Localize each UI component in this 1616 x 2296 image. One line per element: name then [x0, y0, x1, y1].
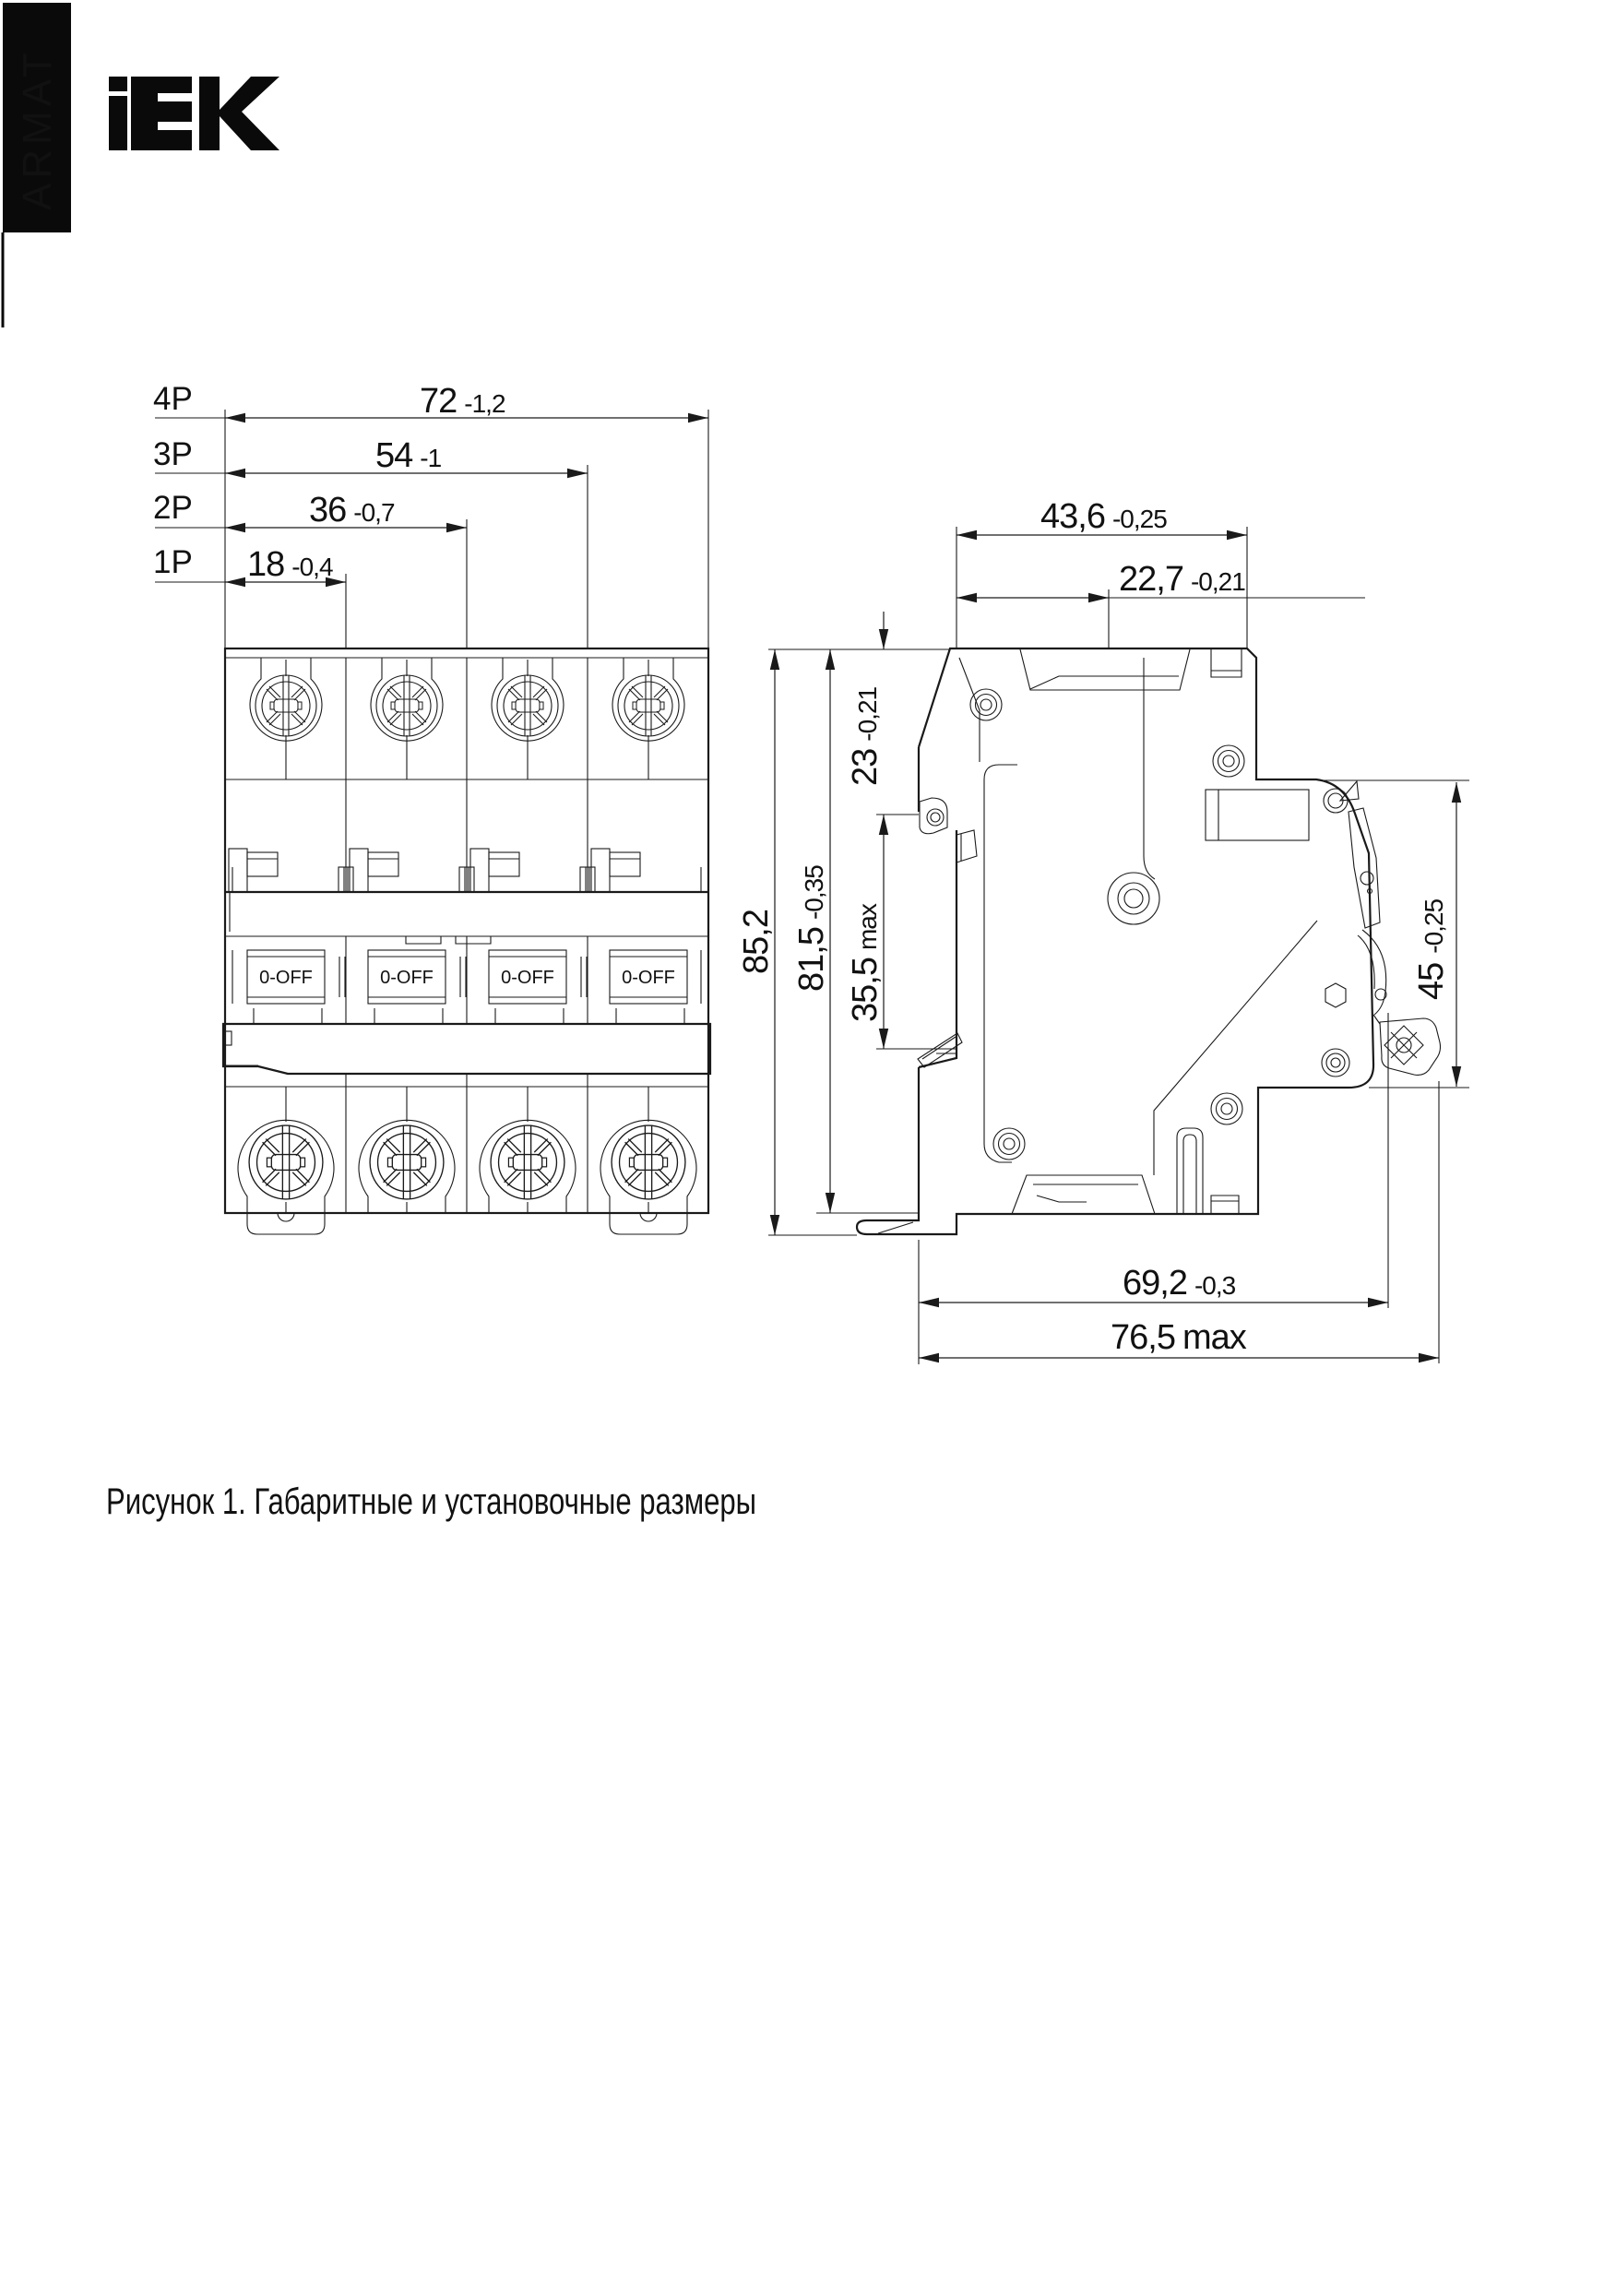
- rivets: [970, 689, 1349, 1160]
- front-view: [223, 648, 710, 1234]
- pole-label-2p: 2P: [153, 490, 193, 526]
- iek-logo: [109, 77, 279, 150]
- dim-din-center: 22,7 -0,21: [1119, 560, 1245, 599]
- dim-width-2p: 36 -0,7: [309, 491, 395, 529]
- dim-height-total: 85,2: [737, 910, 776, 974]
- dim-width-3p: 54 -1: [375, 436, 442, 475]
- toggle-label-1: 0-OFF: [259, 968, 313, 988]
- dim-width-4p: 72 -1,2: [420, 382, 505, 421]
- pole-label-1p: 1P: [153, 544, 193, 580]
- dim-width-1p: 18 -0,4: [247, 545, 333, 584]
- dim-top-depth: 43,6 -0,25: [1040, 497, 1167, 536]
- front-dimensions: [153, 381, 708, 648]
- series-label: ARMAT: [15, 48, 60, 210]
- handle-bar: [223, 1024, 710, 1074]
- toggle-label-3: 0-OFF: [501, 968, 554, 988]
- dim-toggle-proj: 23-0,21: [846, 686, 885, 786]
- dim-height-case: 81,5-0,35: [792, 865, 831, 992]
- center-foot: [1012, 1175, 1155, 1214]
- toggle-label-2: 0-OFF: [380, 968, 434, 988]
- pole-label-4p: 4P: [153, 381, 193, 417]
- side-dimensions: [737, 497, 1469, 1364]
- armat-series-banner: [3, 3, 71, 327]
- dim-din-claw: 45-0,25: [1412, 898, 1451, 1000]
- dim-toggle-travel: 35,5max: [846, 904, 885, 1022]
- side-body-outline: [857, 648, 1373, 1234]
- dim-depth-max: 76,5 max: [1111, 1318, 1246, 1357]
- pole-dividers: [346, 658, 588, 1213]
- side-view: [857, 648, 1441, 1234]
- dim-depth-case: 69,2 -0,3: [1123, 1264, 1236, 1303]
- pole-label-3p: 3P: [153, 436, 193, 472]
- figure-caption: Рисунок 1. Габаритные и установочные размеры: [106, 1481, 756, 1522]
- toggle-label-4: 0-OFF: [622, 968, 675, 988]
- toggle-handle: [920, 798, 977, 862]
